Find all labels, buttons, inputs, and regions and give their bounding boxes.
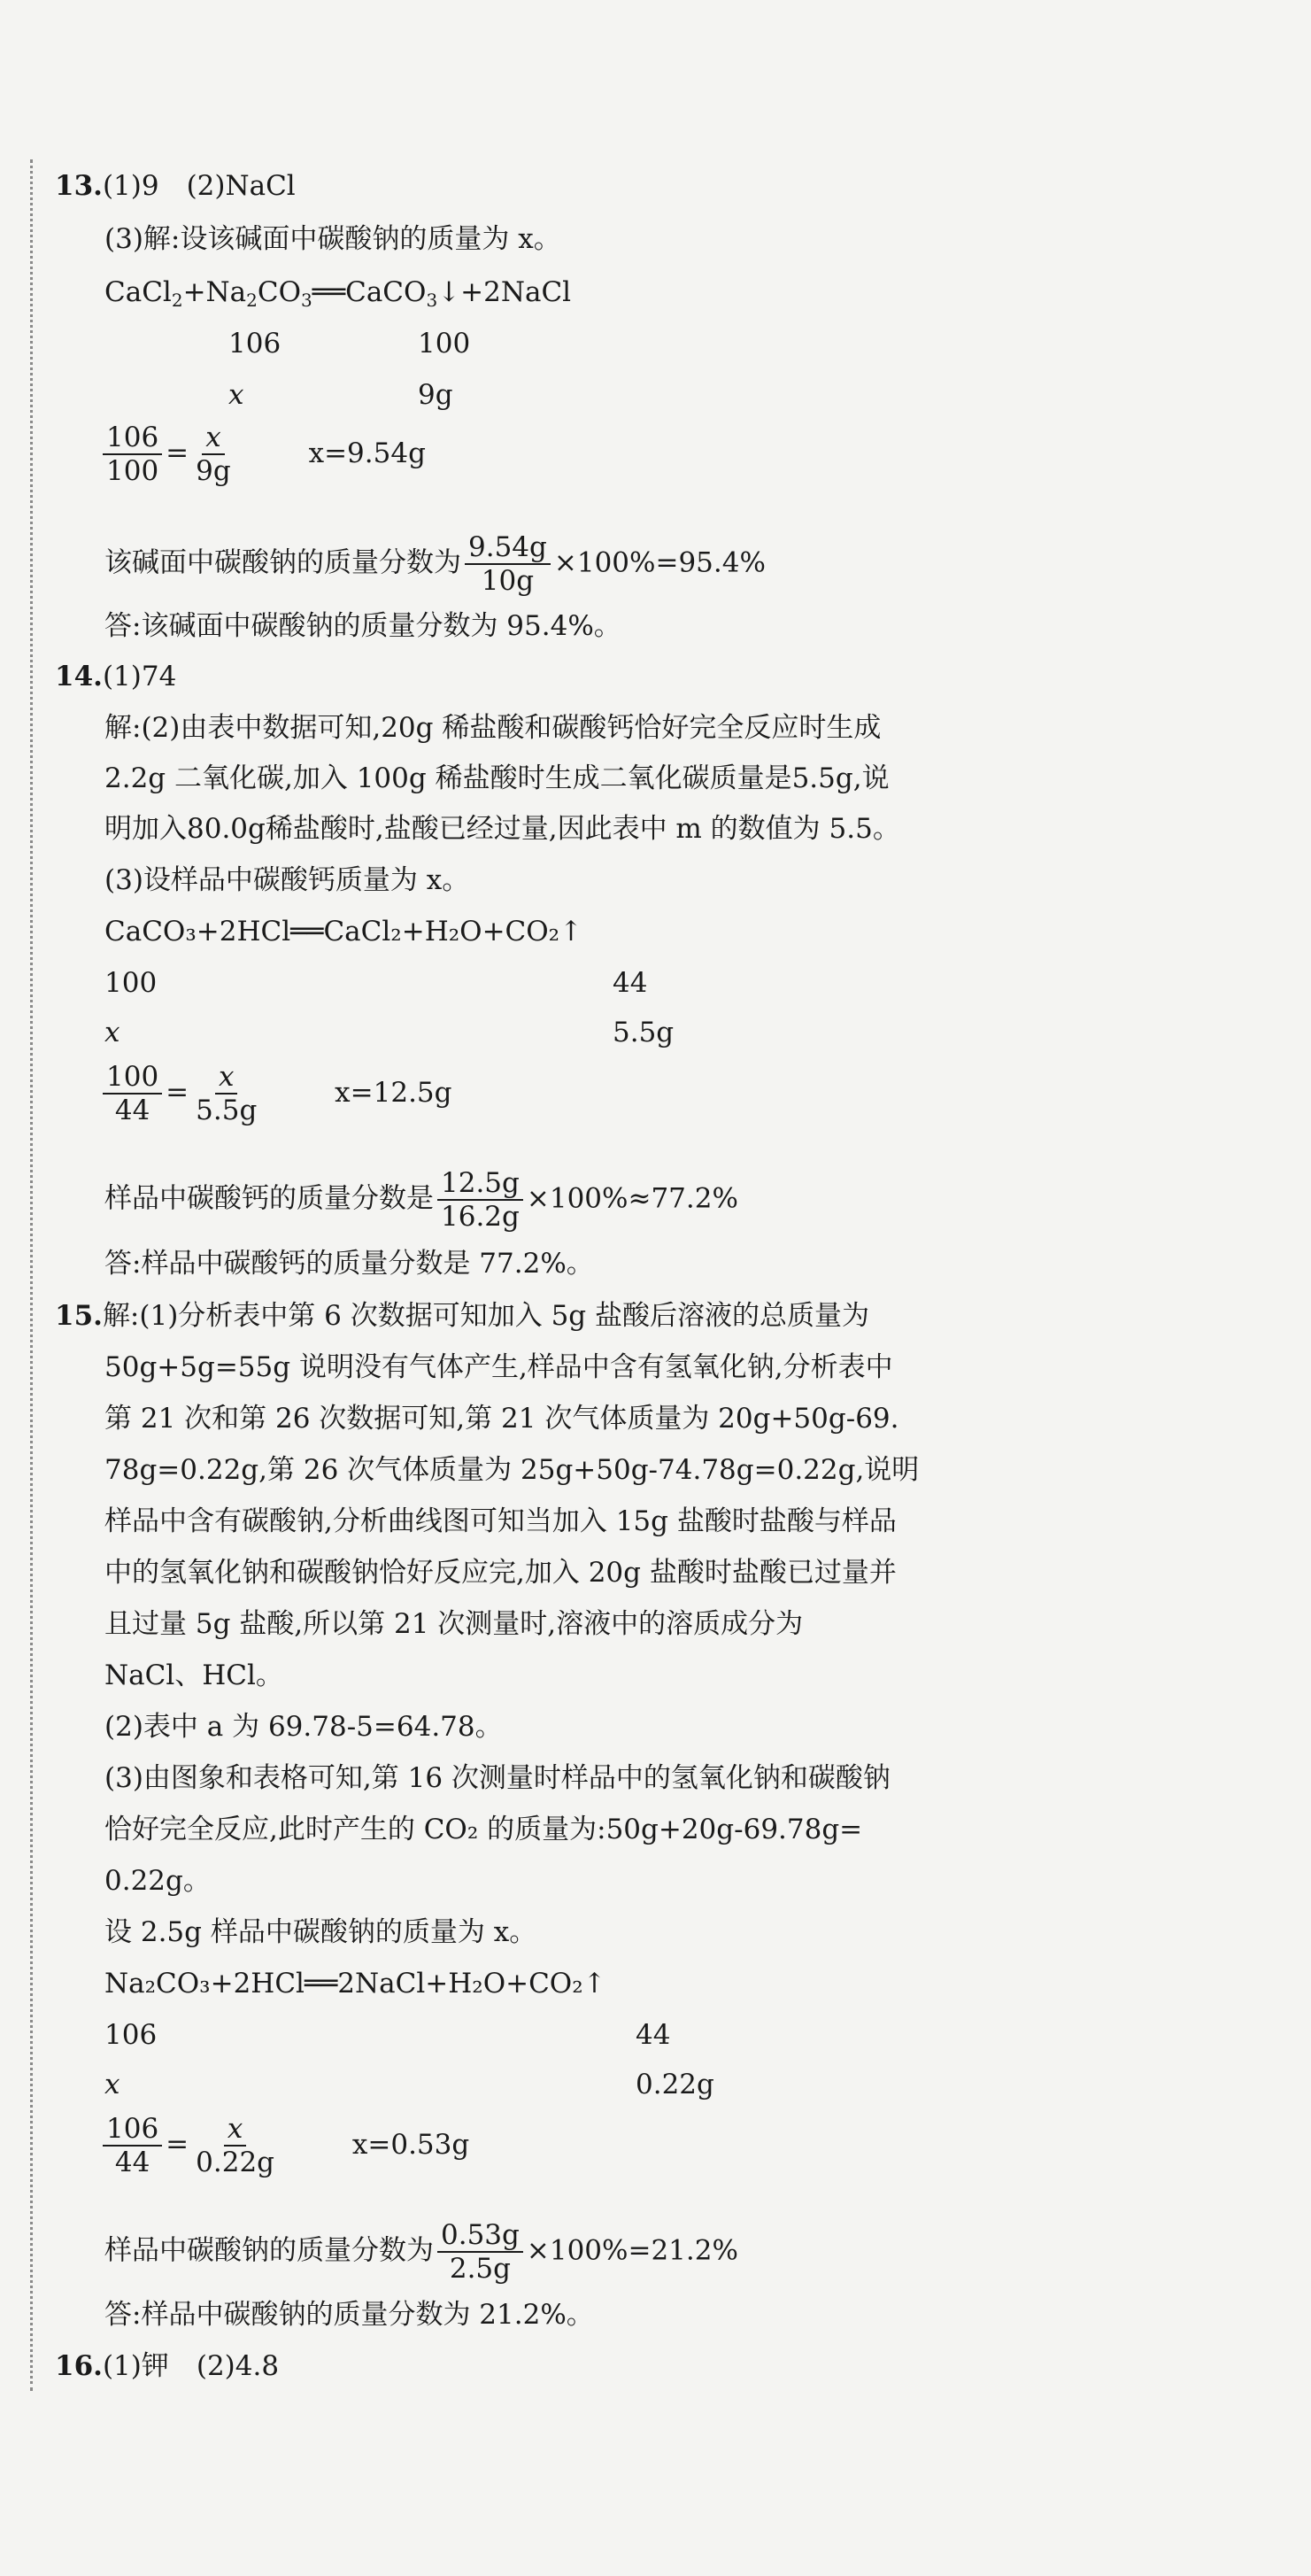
- q15-para2: 50g+5g=55g 说明没有气体产生,样品中含有氢氧化钠,分析表中: [104, 1351, 893, 1383]
- q14-setup: (3)设样品中碳酸钙质量为 x。: [104, 864, 470, 896]
- q13-ratio-b2: 9g: [418, 379, 453, 411]
- q15-para4: 78g=0.22g,第 26 次气体质量为 25g+50g-74.78g=0.22g,说明: [104, 1454, 920, 1486]
- q13-proportion: $\frac{106}{100}$ = $\frac{x}{9g}$ x=9.54g: [99, 422, 426, 487]
- q15-number: 15.: [55, 1300, 103, 1332]
- q15-ratio-a1: 106: [104, 2019, 158, 2051]
- q14-para1: 解:(2)由表中数据可知,20g 稀盐酸和碳酸钙恰好完全反应时生成: [104, 712, 882, 744]
- q16-number: 16.: [55, 2350, 103, 2382]
- q13-line1: [55, 166, 296, 205]
- q15-para8: NaCl、HCl。: [104, 1659, 283, 1691]
- q15-para3: 第 21 次和第 26 次数据可知,第 21 次气体质量为 20g+50g-69.: [104, 1403, 899, 1435]
- q14-equation: CaCO₃+2HCl══CaCl₂+H₂O+CO₂↑: [104, 916, 583, 948]
- q15-para10: (3)由图象和表格可知,第 16 次测量时样品中的氢氧化钠和碳酸钠: [104, 1762, 891, 1794]
- q13-setup: (3)解:设该碱面中碳酸钠的质量为 x。: [104, 223, 561, 255]
- q14-line1: [55, 657, 176, 696]
- q14-x-result: x=12.5g: [335, 1076, 452, 1109]
- q15-percentage: 样品中碳酸钠的质量分数为 $\frac{0.53g}{2.5g}$ ×100%=21.2%: [104, 2219, 738, 2285]
- q13-answer: 答:该碱面中碳酸钠的质量分数为 95.4%。: [104, 610, 621, 642]
- q14-answer-1: (1)74: [102, 661, 177, 692]
- q14-percentage: 样品中碳酸钙的质量分数是 $\frac{12.5g}{16.2g}$ ×100%≈77.2%: [104, 1167, 738, 1233]
- q16-line1: [55, 2347, 279, 2386]
- q15-para11: 恰好完全反应,此时产生的 CO₂ 的质量为:50g+20g-69.78g=: [104, 1814, 863, 1845]
- q15-setup: 设 2.5g 样品中碳酸钠的质量为 x。: [104, 1916, 537, 1948]
- q13-ratio-b1: 100: [418, 328, 471, 360]
- q15-para5: 样品中含有碳酸钠,分析曲线图可知当加入 15g 盐酸时盐酸与样品: [104, 1505, 897, 1537]
- q14-number: 14.: [55, 661, 103, 692]
- q15-ratio-b2: 0.22g: [636, 2069, 714, 2100]
- q15-para7: 且过量 5g 盐酸,所以第 21 次测量时,溶液中的溶质成分为: [104, 1608, 804, 1640]
- q14-ratio-a1: 100: [104, 967, 158, 999]
- q15-line1: [55, 1296, 869, 1335]
- q13-x-result: x=9.54g: [308, 437, 426, 469]
- q13-ratio-a2: x: [228, 379, 244, 411]
- dotted-margin-line: [30, 159, 33, 2391]
- q13-equation: $CaCl_2+Na_2CO_3══CaCO_3↓+2NaCl$: [104, 276, 572, 311]
- q14-answer: 答:样品中碳酸钙的质量分数是 77.2%。: [104, 1248, 594, 1280]
- q15-equation: Na₂CO₃+2HCl══2NaCl+H₂O+CO₂↑: [104, 1968, 606, 2000]
- q15-proportion: $\frac{106}{44}$ = $\frac{x}{0.22g}$ x=0.53g: [99, 2113, 469, 2178]
- q14-para3: 明加入80.0g稀盐酸时,盐酸已经过量,因此表中 m 的数值为 5.5。: [104, 813, 900, 845]
- q16-answer: (1)钾 (2)4.8: [102, 2350, 280, 2382]
- q15-para6: 中的氢氧化钠和碳酸钠恰好反应完,加入 20g 盐酸时盐酸已过量并: [104, 1557, 897, 1589]
- q14-ratio-a2: x: [104, 1017, 120, 1048]
- q14-proportion: $\frac{100}{44}$ = $\frac{x}{5.5g}$ x=12.5g: [99, 1061, 452, 1126]
- q15-x-result: x=0.53g: [351, 2128, 470, 2161]
- q15-para12: 0.22g。: [104, 1865, 211, 1897]
- q14-ratio-b2: 5.5g: [613, 1017, 675, 1048]
- q14-ratio-b1: 44: [613, 967, 648, 999]
- q13-ratio-a1: 106: [228, 328, 281, 360]
- q13-percentage: 该碱面中碳酸钠的质量分数为 $\frac{9.54g}{10g}$ ×100%=95.4%: [104, 531, 766, 597]
- q15-para9: (2)表中 a 为 69.78-5=64.78。: [104, 1711, 503, 1743]
- q15-ratio-a2: x: [104, 2069, 120, 2100]
- q13-number: 13.: [55, 170, 103, 202]
- q14-para2: 2.2g 二氧化碳,加入 100g 稀盐酸时生成二氧化碳质量是5.5g,说: [104, 762, 890, 794]
- q15-ratio-b1: 44: [636, 2019, 671, 2051]
- q15-para1: 解:(1)分析表中第 6 次数据可知加入 5g 盐酸后溶液的总质量为: [102, 1300, 869, 1332]
- q13-answer-1-2: (1)9 (2)NaCl: [102, 170, 296, 202]
- q15-answer: 答:样品中碳酸钠的质量分数为 21.2%。: [104, 2299, 594, 2331]
